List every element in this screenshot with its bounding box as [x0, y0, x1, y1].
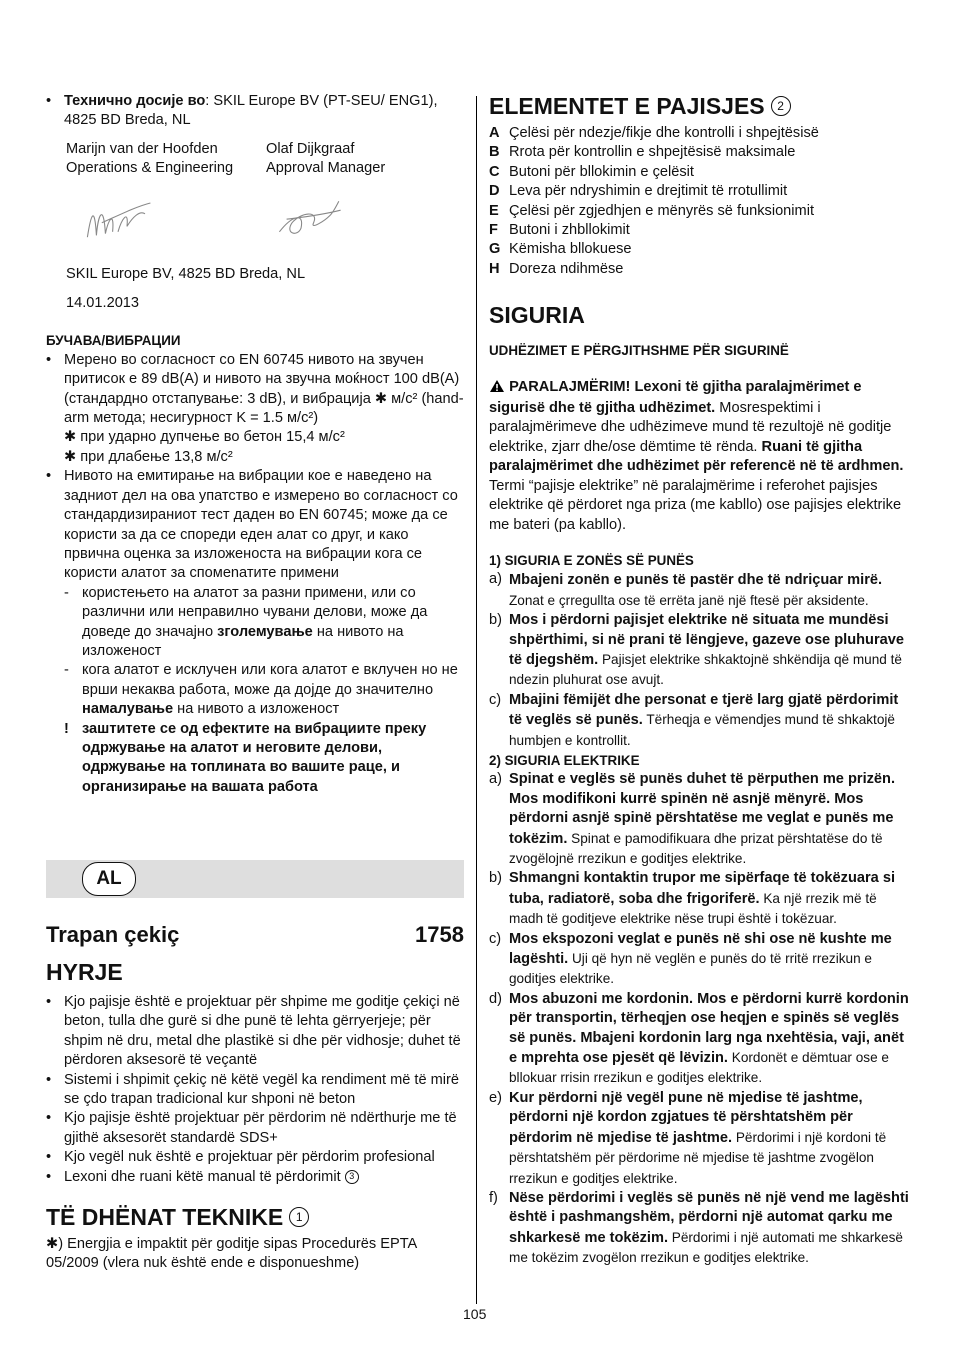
element-item	[489, 163, 911, 182]
dash2-b: намалување	[82, 701, 174, 718]
element-text: Butoni i zhbllokimit	[509, 222, 630, 239]
element-key: H	[489, 260, 500, 277]
safety-item-text: Zonat e çrregullta ose të errëta janë një ftesë për aksidente.	[509, 592, 869, 608]
vibration-warning: ! заштитете се од ефектите на вибрациите преку одржување на алатот и неговите делови, одржување на топлината во вашите раце, и организирање на вашата работа	[46, 720, 466, 798]
safety-item-text: Kordonët e dëmtuar ose e bllokuar rrisin rrezikun e goditjes elektrike.	[509, 1050, 889, 1086]
safety-item-bold: Kur përdorni një vegël pune në mjedise të jashtme, përdorni një kordon zgjatues të përshtatshëm për përdorim në mjedise të jashtme.	[509, 1089, 863, 1146]
safety-item	[489, 1189, 911, 1269]
safety-item-key: e)	[489, 1089, 502, 1106]
product-model: 1758	[415, 922, 464, 947]
safety-item-text: Spinat e pamodifikuara dhe prizat përshtatëse do të zvogëlojnë rrezikun e goditjes elektrike.	[509, 830, 883, 866]
company-address: SKIL Europe BV, 4825 BD Breda, NL	[66, 265, 306, 282]
intro-bullet-4: • Kjo vegël nuk është e projektuar për përdorim profesional	[46, 1148, 466, 1167]
intro-bullet-1: • Kjo pajisje është e projektuar për shpime me goditje çekiçi në beton, tulla dhe gurë si dhe punë të lehta gërryerjeje; për shpim në dru, metal dhe plastikë si dhe për vidhosje; duhet të përdoren aksesorë të veçantë	[46, 993, 466, 1071]
warning-bold-2: Ruani të gjitha paralajmërimet dhe udhëzimet për referencë në të ardhmen.	[489, 438, 904, 475]
element-text: Butoni për bllokimin e çelësit	[509, 163, 694, 180]
element-item	[489, 124, 911, 143]
safety-item-body	[509, 1089, 911, 1189]
language-badge: AL	[82, 862, 136, 896]
element-key: F	[489, 222, 498, 239]
work-area-heading: 1) SIGURIA E ZONËS SË PUNËS	[489, 552, 694, 568]
element-key: C	[489, 163, 500, 180]
element-key: D	[489, 183, 500, 200]
signatures	[82, 193, 466, 255]
warning-icon	[489, 379, 505, 399]
noise-p1b: ✱ при ударно дупчење во бетон 15,4 м/с²	[64, 429, 345, 446]
noise-emission: • Нивото на емитирање на вибрации кое е наведено на задниот дел на ова упатство е измерено во согласност со стандардизираниот тест даден во EN 60745; може да се користи за да се спореди еден алат со друг, и како првична оценка за изложеноста на вибрации кога се користи алатот за спомenатите примени	[46, 467, 466, 583]
safety-item-bold: Mos abuzoni me kordonin. Mos e përdorni kurrë kordonin për transportin, tërheqjen ose heqjen e spinës së veglës së punës. Mbajeni kordonin larg nga nxehtësia, vaji, anët e mprehta ose pjesët që lëvizin.	[509, 990, 909, 1067]
intro-b5-text: Lexoni dhe ruani këtë manual të përdorimit	[64, 1168, 341, 1185]
dash-item-2	[46, 661, 466, 719]
safety-item-key: b)	[489, 612, 502, 629]
safety-item-bold: Mbajeni zonën e punës të pastër dhe të ndriçuar mirë.	[509, 572, 883, 589]
safety-item-body	[509, 770, 911, 869]
safety-item	[489, 990, 911, 1089]
tech-data-heading	[46, 1203, 466, 1231]
element-key: A	[489, 125, 500, 141]
warning-bold-1: PARALAJMËRIM! Lexoni të gjitha paralajmërimet e sigurisë dhe të gjitha udhëzimet.	[489, 378, 862, 417]
warning-text-2: Termi “pajisje elektrike” në paralajmërime i referohet pajisjes elektrike që përdoret nga priza (me kabllo) ose pajisjes elektrike me bateri (pa kabllo).	[489, 477, 902, 533]
element-text: Doreza ndihmëse	[509, 260, 624, 277]
element-item	[489, 260, 911, 279]
safety-item	[489, 869, 911, 929]
noise-p1: Мерено во согласност со EN 60745 нивото на звучен притисок е 89 dB(A) и нивото на звучна моќност 100 dB(A) (стандардно отстапување: 3 dB), и вибрација ✱ м/с² (hand-arm метода; несигурност K = 1.5 м/с²)	[64, 351, 464, 427]
element-text: Çelësi për ndezje/fikje dhe kontrolli i shpejtësisë	[509, 125, 819, 141]
safety-item-text: Uji që hyn në veglën e punës do të rritë rrezikun e goditjes elektrike.	[509, 951, 872, 987]
safety-item-bold: Mbajini fëmijët dhe personat e tjerë larg gjatë përdorimit të veglës së punës.	[509, 691, 899, 729]
elements-heading	[489, 92, 911, 120]
noise-heading: БУЧАВА/ВИБРАЦИИ	[46, 333, 181, 349]
signature-2-image	[274, 193, 346, 249]
dash-item-1	[46, 584, 466, 662]
safety-item-bold: Spinat e veglës së punës duhet të përputhen me prizën. Mos modifikoni kurrë spinën në asnjë mënyrë. Mos përdorni asnjë spinë përshtatëse me veglat e punës me tokëzim.	[509, 771, 896, 847]
figure-ref-3: 3	[345, 1170, 359, 1184]
elements-heading-text: ELEMENTET E PAJISJES	[489, 93, 765, 119]
electrical-safety-list	[489, 770, 911, 1268]
safety-item-bold: Mos i përdorni pajisjet elektrike në situata me mundësi shpërthimi, si në prani të lëngjeve, gazeve ose pluhurave të djegshëm.	[509, 612, 904, 668]
date: 14.01.2013	[66, 295, 140, 312]
safety-item	[489, 930, 911, 990]
element-key: G	[489, 241, 501, 258]
intro-bullet-2: • Sistemi i shpimit çekiç në këtë vegël ka rendiment më të mirë se çdo trapan tradicional kur shponi në beton	[46, 1071, 466, 1110]
element-item	[489, 202, 911, 221]
product-title: Trapan çekiç	[46, 922, 180, 947]
signer2-role: Approval Manager	[266, 160, 386, 177]
tech-heading-text: TË DHËNAT TEKNIKE	[46, 1204, 284, 1231]
electrical-safety-heading: 2) SIGURIA ELEKTRIKE	[489, 752, 640, 768]
element-key: B	[489, 144, 500, 161]
signer-2	[266, 140, 466, 179]
noise-p1c: ✱ при длабење 13,8 м/с²	[64, 448, 233, 465]
dash1-b: зголемување	[217, 623, 313, 640]
safety-item-key: c)	[489, 930, 502, 947]
safety-item	[489, 570, 911, 611]
safety-item-key: a)	[489, 571, 502, 588]
intro-heading: HYRJE	[46, 959, 123, 985]
tech-note: ✱) Energjia e impaktit për goditje sipas Procedurës EPTA 05/2009 (vlera nuk është ende e disponueshme)	[46, 1236, 417, 1272]
element-text: Çelësi për zgjedhjen e mënyrës së funksionimit	[509, 202, 814, 219]
figure-ref-1: 1	[289, 1207, 309, 1227]
safety-item-body	[509, 990, 911, 1089]
element-key: E	[489, 202, 499, 219]
figure-ref-2: 2	[771, 96, 791, 116]
right-column	[489, 92, 911, 1269]
dash2-c: на нивото а изложеност	[173, 701, 340, 718]
element-item	[489, 143, 911, 162]
safety-item-text: Përdorimi i një kordoni të përshtatshëm për përdorime në mjedise të jashtme zvogëlon rrezikun e goditjes elektrike.	[509, 1129, 887, 1186]
signer1-name: Marijn van der Hoofden	[66, 140, 218, 157]
intro-bullet-3: • Kjo pajisje është projektuar për përdorim në ndërthurje me të gjithë aksesorët standardë SDS+	[46, 1109, 466, 1148]
safety-item-key: b)	[489, 870, 502, 887]
safety-item-key: c)	[489, 691, 502, 708]
work-area-list	[489, 570, 911, 751]
signature-1-image	[82, 193, 154, 249]
safety-item	[489, 611, 911, 691]
safety-item-body	[509, 611, 911, 691]
tech-file-text: : SKIL Europe BV (PT-SEU/ ENG1), 4825 BD Breda, NL	[64, 93, 438, 129]
safety-item	[489, 770, 911, 869]
signer1-role: Operations & Engineering	[66, 160, 234, 177]
safety-item-text: Pajisjet elektrike shkaktojnë shkëndija që mund të ndezin pluhurat ose avujt.	[509, 651, 902, 688]
safety-item-bold: Nëse përdorimi i veglës së punës në një vend me lagështi është i pashmangshëm, përdorni një automat qarku me shkarkesë me tokëzim.	[509, 1189, 909, 1246]
tech-file-item	[46, 92, 466, 131]
safety-item-body	[509, 930, 911, 990]
language-band	[46, 860, 464, 898]
safety-item-body	[509, 869, 911, 929]
element-item	[489, 240, 911, 259]
noise-measured	[46, 351, 466, 467]
element-text: Këmisha bllokuese	[509, 241, 632, 258]
safety-item-body	[509, 691, 911, 751]
dash1-c: на нивото на изложеност	[82, 623, 404, 659]
safety-item-body	[509, 570, 911, 611]
safety-item-bold: Mos ekspozoni veglat e punës në shi ose në kushte me lagështi.	[509, 930, 892, 968]
left-column-top	[46, 92, 466, 797]
safety-item-key: f)	[489, 1189, 498, 1206]
element-text: Leva për ndryshimin e drejtimit të rrotullimit	[509, 183, 788, 200]
element-item	[489, 221, 911, 240]
safety-item	[489, 691, 911, 751]
safety-item-text: Tërheqja e vëmendjes mund të shkaktojë humbjen e kontrollit.	[509, 712, 895, 748]
column-divider	[476, 96, 477, 1304]
signer-1	[66, 140, 266, 179]
elements-list	[489, 124, 911, 279]
signers	[66, 140, 466, 179]
safety-item-body	[509, 1189, 911, 1269]
safety-item	[489, 1089, 911, 1189]
safety-item-key: d)	[489, 990, 502, 1007]
product-title-row	[46, 922, 464, 948]
left-column-bottom	[46, 958, 466, 1274]
warning-text-1: Mosrespektimi i paralajmërimeve dhe udhëzimeve mund të rezultojë në goditje elektrike, zjarr dhe/ose dëmtime të rënda.	[489, 400, 892, 455]
dash2-a: кога алатот е исклучен или кога алатот е вклучен но не врши некаква работа, може да дојде до значително	[82, 662, 458, 698]
safety-item-text: Përdorimi i një automati me shkarkesë me tokëzim zvogëlon rrezikun e goditjes elektrike.	[509, 1229, 903, 1266]
general-safety-heading: UDHËZIMET E PËRGJITHSHME PËR SIGURINË	[489, 343, 789, 359]
safety-item-bold: Shmangni kontaktin trupor me sipërfaqe të tokëzuara si tuba, radiatorë, soba dhe frigoriferë.	[509, 870, 896, 907]
element-item	[489, 182, 911, 201]
intro-bullet-5	[46, 1168, 466, 1187]
signer2-name: Olaf Dijkgraaf	[266, 140, 355, 157]
safety-item-text: Ka një rrezik më të madh të goditjeve elektrike nëse trupi është i tokëzuar.	[509, 890, 877, 927]
dash1-a: користењето на алатот за разни примени, или со различни или неправилно чувани делови, може да доведе до значајно	[82, 584, 428, 640]
general-warning	[489, 378, 911, 535]
tech-file-label: Технично досије во	[64, 93, 206, 109]
safety-heading: SIGURIA	[489, 302, 585, 329]
safety-item-key: a)	[489, 771, 502, 788]
element-text: Rrota për kontrollin e shpejtësisë maksimale	[509, 144, 796, 161]
page-number: 105	[463, 1306, 487, 1322]
